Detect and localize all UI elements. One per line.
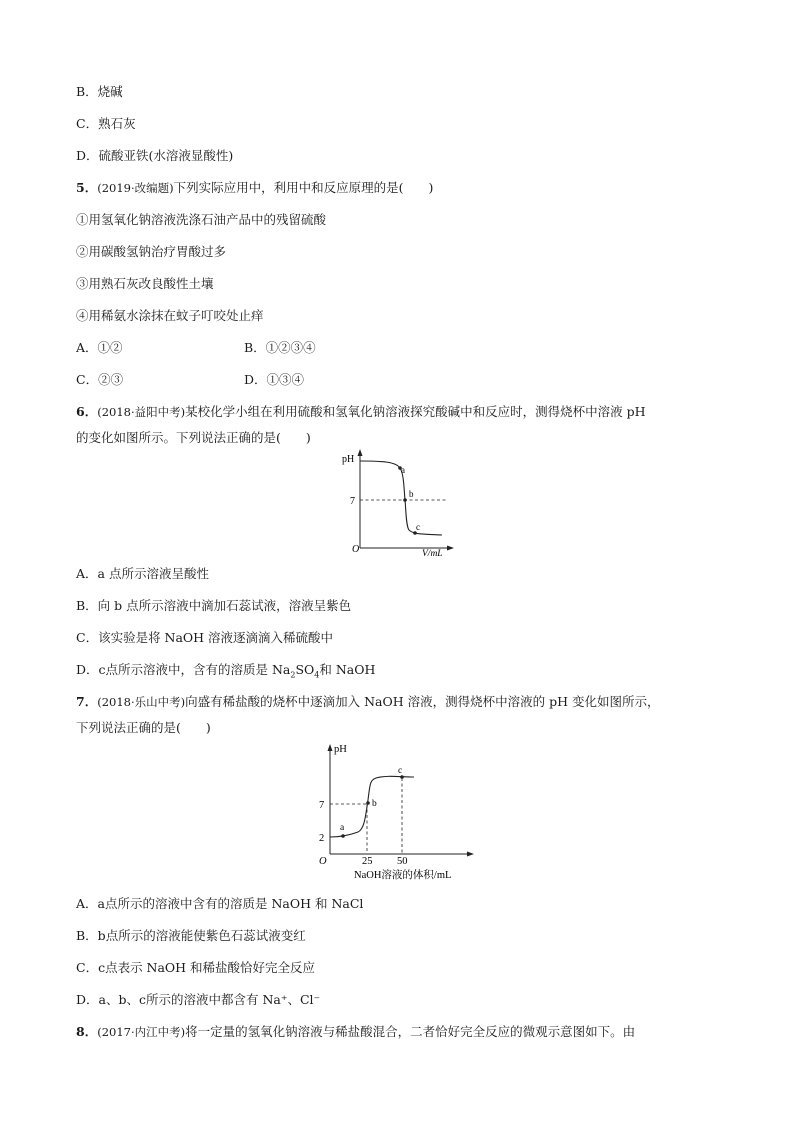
q6-option-b: B．向 b 点所示溶液中滴加石蕊试液，溶液呈紫色: [76, 598, 352, 613]
q6-option-c: C．该实验是将 NaOH 溶液逐滴滴入稀硫酸中: [76, 630, 334, 645]
q6-x-axis-arrow: [447, 546, 454, 551]
q6-option-d-formula: SO: [295, 662, 315, 677]
q6-x-label: V/mL: [422, 549, 443, 558]
q7-x-label: NaOH溶液的体积/mL: [354, 870, 452, 881]
q5-option-b: B．①②③④: [244, 340, 316, 355]
q8-stem-line: [76, 1024, 635, 1040]
q8-number: 8．: [76, 1024, 98, 1039]
q6-option-a: A．a 点所示溶液呈酸性: [76, 566, 209, 581]
q6-label-c: c: [416, 522, 420, 532]
q6-option-d-sub: 4: [314, 670, 320, 680]
q6-origin: O: [352, 544, 360, 555]
q7-source: (2018·乐山中考): [97, 695, 186, 709]
q7-tick-25: 25: [362, 856, 373, 867]
q7-stem-line2: 下列说法正确的是( ): [76, 720, 211, 735]
q5-item-4: ④用稀氨水涂抹在蚊子叮咬处止痒: [76, 308, 264, 323]
q6-point-b: [403, 498, 407, 502]
q4-option-b: B．烧碱: [76, 84, 123, 99]
q7-option-c: C．c点表示 NaOH 和稀盐酸恰好完全反应: [76, 960, 316, 975]
q7-option-a: A．a点所示的溶液中含有的溶质是 NaOH 和 NaCl: [76, 896, 364, 911]
q4-option-c: C．熟石灰: [76, 116, 136, 131]
q7-option-b: B．b点所示的溶液能使紫色石蕊试液变红: [76, 928, 306, 943]
q7-label-c: c: [398, 766, 403, 776]
q5-item-2: ②用碳酸氢钠治疗胃酸过多: [76, 244, 227, 259]
q6-y-axis-arrow: [358, 449, 363, 456]
q7-y-label: pH: [334, 744, 347, 755]
q5-item-3: ③用熟石灰改良酸性土壤: [76, 276, 214, 291]
q7-stem-line1: [76, 694, 659, 710]
q4-option-d: D．硫酸亚铁(水溶液显酸性): [76, 148, 234, 163]
q7-label-b: b: [372, 799, 377, 809]
q6-stem-1: 某校化学小组在利用硫酸和氢氧化钠溶液探究酸碱中和反应时，测得烧杯中溶液 pH: [185, 404, 646, 419]
q6-y-label: pH: [342, 454, 355, 465]
q6-tick-7: 7: [350, 496, 355, 507]
q7-number: 7．: [76, 694, 98, 709]
q6-stem-line1: [76, 404, 646, 420]
q6-label-a: a: [401, 465, 405, 475]
q7-x-axis-arrow: [467, 852, 474, 857]
q6-number: 6．: [76, 404, 98, 419]
q8-stem: 将一定量的氢氧化钠溶液与稀盐酸混合，二者恰好完全反应的微观示意图如下。由: [185, 1024, 636, 1039]
q7-tick-7: 7: [319, 800, 325, 811]
q6-label-b: b: [409, 489, 414, 499]
q6-stem-line2: 的变化如图所示。下列说法正确的是( ): [76, 430, 311, 445]
q7-label-a: a: [340, 823, 345, 833]
q5-stem-line: [76, 180, 433, 196]
q7-point-a: [341, 834, 345, 838]
q5-number: 5．: [76, 180, 98, 195]
q6-option-d-sub: 2: [290, 670, 296, 680]
q7-option-d: D．a、b、c所示的溶液中都含有 Na⁺、Cl⁻: [76, 992, 321, 1007]
q6-option-d-text-end: 和 NaOH: [319, 662, 376, 677]
q5-option-a: A．①②: [76, 340, 123, 355]
q6-option-d: [76, 662, 375, 684]
q5-source: (2019·改编题): [97, 181, 174, 195]
q7-tick-50: 50: [397, 856, 408, 867]
q7-ph-graph: [310, 740, 482, 884]
q6-option-d-text: D．c点所示溶液中，含有的溶质是 Na: [76, 662, 291, 677]
q8-source: (2017·内江中考): [97, 1025, 186, 1039]
q5-item-1: ①用氢氧化钠溶液洗涤石油产品中的残留硫酸: [76, 212, 327, 227]
q5-stem: 下列实际应用中，利用中和反应原理的是( ): [173, 180, 434, 195]
q5-option-d: D．①③④: [244, 372, 305, 387]
q7-point-b: [366, 801, 370, 805]
q7-y-axis-arrow: [328, 744, 333, 751]
q7-tick-2: 2: [319, 833, 325, 844]
q6-ph-graph: [336, 446, 460, 558]
q6-source: (2018·益阳中考): [97, 405, 186, 419]
q5-option-c: C．②③: [76, 372, 124, 387]
q7-stem-1: 向盛有稀盐酸的烧杯中逐滴加入 NaOH 溶液，测得烧杯中溶液的 pH 变化如图所示，: [185, 694, 660, 709]
q7-origin: O: [319, 856, 327, 867]
